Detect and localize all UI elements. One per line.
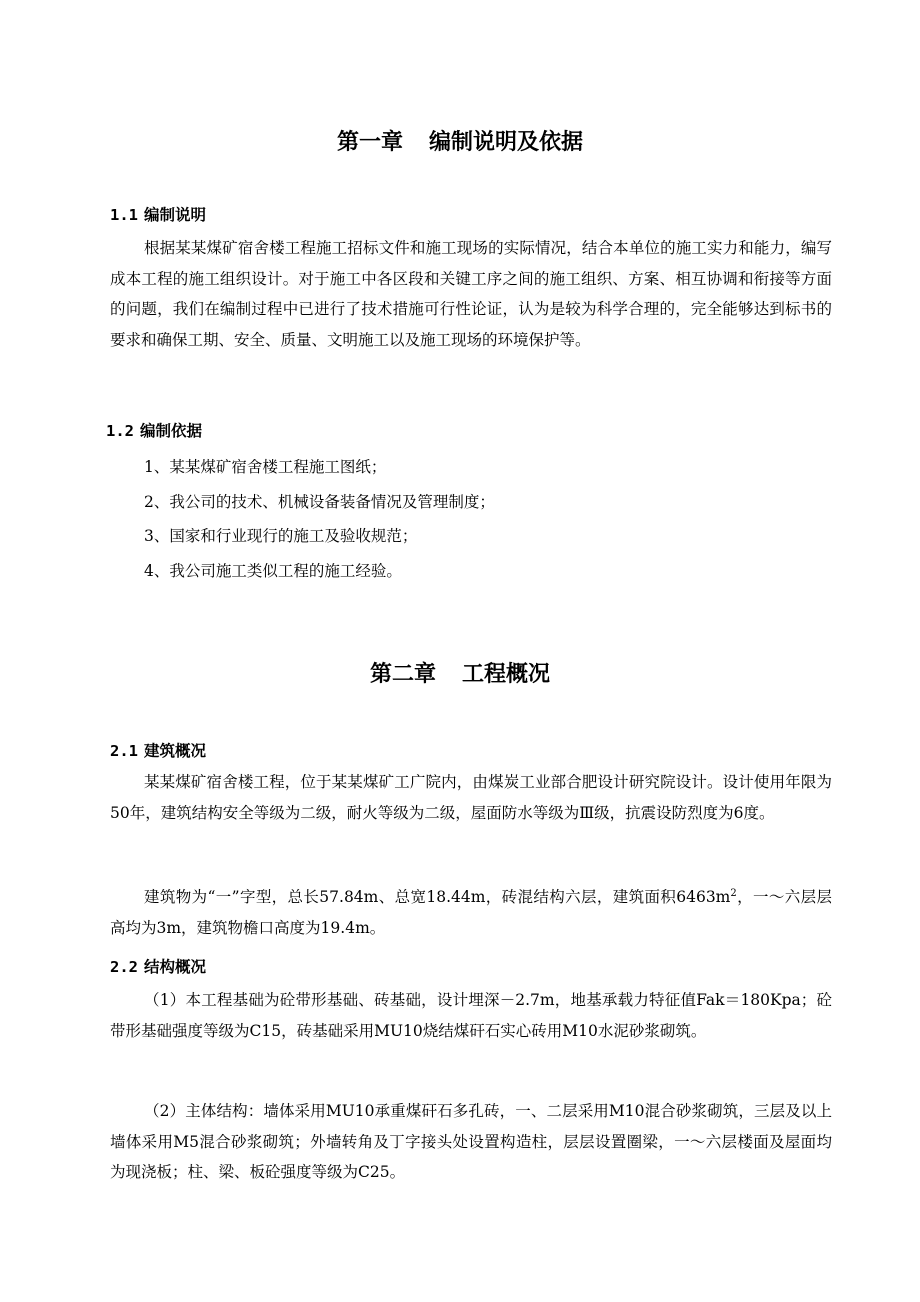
basis-list — [144, 450, 834, 588]
chapter-1-heading — [0, 128, 920, 158]
section-1-1-heading — [110, 204, 206, 226]
list-item: 4、我公司施工类似工程的施工经验。 — [144, 561, 402, 580]
chapter-2-number: 第二章 — [369, 662, 436, 687]
paragraph-text: 建筑物为“一”字型，总长57.84m、总宽18.44m，砖混结构六层，建筑面积6463m — [144, 888, 731, 907]
list-item: 2、我公司的技术、机械设备装备情况及管理制度； — [144, 492, 495, 511]
section-2-1-paragraph-2 — [110, 879, 832, 943]
section-1-1-title: 编制说明 — [144, 206, 207, 224]
section-1-2-title: 编制依据 — [140, 422, 203, 440]
section-2-2-heading — [110, 956, 206, 978]
section-1-1-paragraph: 根据某某煤矿宿舍楼工程施工招标文件和施工现场的实际情况，结合本单位的施工实力和能力，编写成本工程的施工组织设计。对于施工中各区段和关键工序之间的施工组织、方案、相互协调和衔接等方面的问题，我们在编制过程中已进行了技术措施可行性论证，认为是较为科学合理的，完全能够达到标书的要求和确保工期、安全、质量、文明施工以及施工现场的环境保护等。 — [110, 239, 832, 349]
section-2-2-number: 2.2 — [110, 958, 138, 976]
section-1-2-number: 1.2 — [106, 422, 134, 440]
section-2-1-title: 建筑概况 — [144, 742, 207, 760]
section-1-2-heading — [106, 420, 202, 442]
chapter-1-title: 编制说明及依据 — [429, 130, 584, 155]
superscript: 2 — [730, 888, 737, 899]
list-item: 1、某某煤矿宿舍楼工程施工图纸； — [144, 458, 387, 476]
list-item: 3、国家和行业现行的施工及验收规范； — [144, 527, 418, 545]
section-2-2-title: 结构概况 — [144, 958, 207, 976]
section-1-1-number: 1.1 — [110, 206, 138, 224]
section-2-1-heading — [110, 740, 206, 762]
section-2-1-paragraph-1: 某某煤矿宿舍楼工程，位于某某煤矿工广院内，由煤炭工业部合肥设计研究院设计。设计使用年限为50年，建筑结构安全等级为二级，耐火等级为二级，屋面防水等级为Ⅲ级，抗震设防烈度为6度。 — [110, 773, 832, 822]
paragraph-text: ，一～六层层高均为3m，建筑物檐口高度为19.4m。 — [110, 888, 832, 937]
chapter-2-heading — [0, 660, 920, 690]
chapter-2-title: 工程概况 — [462, 662, 551, 687]
section-2-2-paragraph-1: （1）本工程基础为砼带形基础、砖基础，设计埋深－2.7m，地基承载力特征值Fak＝180Kpa；砼带形基础强度等级为C15，砖基础采用MU10烧结煤矸石实心砖用M10水泥砂浆砌筑。 — [110, 991, 832, 1040]
section-2-1-number: 2.1 — [110, 742, 138, 760]
section-2-2-paragraph-2: （2）主体结构：墙体采用MU10承重煤矸石多孔砖，一、二层采用M10混合砂浆砌筑，三层及以上墙体采用M5混合砂浆砌筑；外墙转角及丁字接头处设置构造柱，层层设置圈梁，一～六层楼面及屋面均为现浇板；柱、梁、板砼强度等级为C25。 — [110, 1102, 832, 1181]
chapter-1-number: 第一章 — [336, 130, 403, 155]
